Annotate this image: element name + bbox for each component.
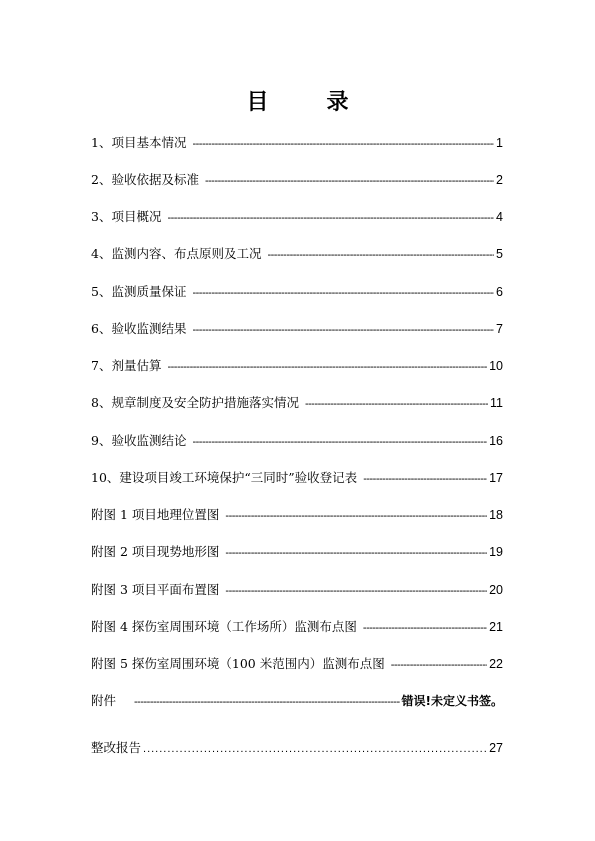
toc-entry-label: 9、验收监测结论 — [91, 433, 187, 448]
toc-leader — [363, 622, 487, 634]
toc-entry-label: 3、项目概况 — [91, 209, 162, 224]
toc-entry[interactable] — [91, 170, 503, 188]
toc-entry-label: 附图 1 项目地理位置图 — [91, 507, 220, 522]
toc-leader — [143, 743, 487, 755]
toc-entry-label: 6、验收监测结果 — [91, 321, 187, 336]
toc-entry-label: 10、建设项目竣工环境保护“三同时”验收登记表 — [91, 470, 358, 485]
toc-entry-label: 8、规章制度及安全防护措施落实情况 — [91, 395, 299, 410]
toc-leader — [134, 696, 400, 708]
toc-leader — [225, 585, 487, 597]
toc-leader — [205, 175, 494, 187]
toc-entry-label: 2、验收依据及标准 — [91, 172, 199, 187]
toc-leader — [305, 398, 488, 410]
toc-entry[interactable] — [91, 393, 503, 411]
toc-leader — [267, 249, 494, 261]
toc-entry-label: 附图 2 项目现势地形图 — [91, 544, 220, 559]
toc-entry[interactable] — [91, 356, 503, 374]
toc-entry[interactable] — [91, 617, 503, 635]
toc-entry[interactable] — [91, 244, 503, 262]
toc-entry-label: 附图 5 探伤室周围环境（100 米范围内）监测布点图 — [91, 656, 385, 671]
toc-entry-page: 7 — [496, 322, 503, 336]
toc-entry-label: 附件 — [91, 693, 117, 708]
toc-entry-page: 6 — [496, 285, 503, 299]
toc-entry-page: 27 — [489, 741, 503, 755]
toc-entry-page: 19 — [489, 545, 503, 559]
toc-entry[interactable] — [91, 282, 503, 300]
toc-entry-rectification[interactable] — [91, 738, 503, 756]
toc-leader — [167, 361, 487, 373]
toc-entry-page: 2 — [496, 173, 503, 187]
toc-leader — [225, 510, 487, 522]
toc-entry-page: 4 — [496, 210, 503, 224]
toc-leader — [391, 659, 487, 671]
toc-entry-attachment[interactable] — [91, 691, 503, 709]
toc-entry-page: 10 — [489, 359, 503, 373]
toc-leader — [192, 287, 494, 299]
toc-entry[interactable] — [91, 505, 503, 523]
toc-leader — [167, 212, 494, 224]
toc-leader — [363, 473, 487, 485]
toc-entry[interactable] — [91, 654, 503, 672]
toc-entry-page: 1 — [496, 136, 503, 150]
toc-leader — [192, 436, 487, 448]
toc-leader — [225, 547, 487, 559]
toc-entry-page: 17 — [489, 471, 503, 485]
toc-entry-page: 20 — [489, 583, 503, 597]
toc-entry[interactable] — [91, 431, 503, 449]
toc-entry[interactable] — [91, 207, 503, 225]
toc-entry-label: 附图 4 探伤室周围环境（工作场所）监测布点图 — [91, 619, 357, 634]
toc-entry[interactable] — [91, 319, 503, 337]
toc-entry-label: 附图 3 项目平面布置图 — [91, 582, 220, 597]
toc-entry-page: 22 — [489, 657, 503, 671]
toc-entry-page: 21 — [489, 620, 503, 634]
bookmark-error-text: 错误!未定义书签。 — [401, 694, 503, 708]
toc-entry[interactable] — [91, 133, 503, 151]
toc-entry-label: 7、剂量估算 — [91, 358, 162, 373]
toc-leader — [192, 324, 494, 336]
toc-entry-label: 整改报告 — [91, 740, 142, 755]
toc-entry-page: 18 — [489, 508, 503, 522]
toc-entry-page: 11 — [490, 396, 503, 410]
toc-entry[interactable] — [91, 468, 503, 486]
toc-entry-label: 5、监测质量保证 — [91, 284, 187, 299]
toc-entry[interactable] — [91, 542, 503, 560]
toc-entry-label: 4、监测内容、布点原则及工况 — [91, 246, 262, 261]
toc-entry[interactable] — [91, 580, 503, 598]
page-title: 目 录 — [246, 89, 367, 115]
toc-entry-page: 16 — [489, 434, 503, 448]
toc-entry-label: 1、项目基本情况 — [91, 135, 187, 150]
toc-leader — [192, 138, 494, 150]
toc-entry-page: 5 — [496, 247, 503, 261]
